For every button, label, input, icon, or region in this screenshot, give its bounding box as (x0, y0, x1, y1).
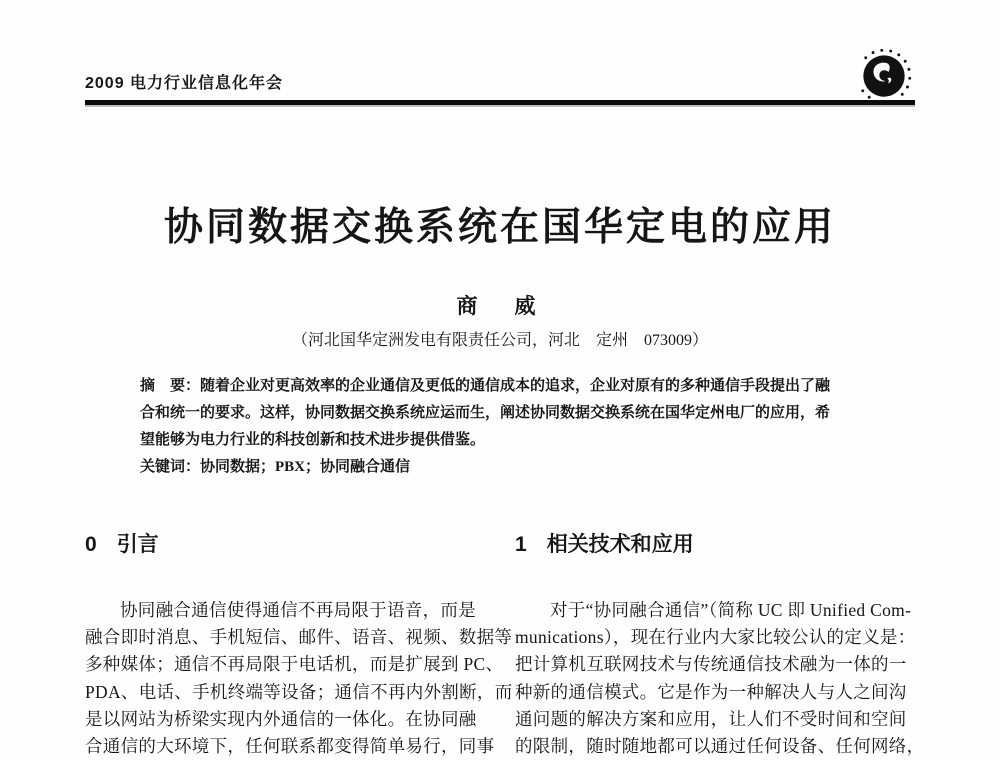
body-line: 种新的通信模式。它是作为一种解决人与人之间沟 (515, 681, 907, 702)
author-name: 商 威 (456, 294, 544, 318)
abstract-line: 望能够为电力行业的科技创新和技术进步提供借鉴。 (140, 432, 486, 448)
section-title: 相关技术和应用 (546, 533, 694, 556)
abstract-line: 合和统一的要求。这样，协同数据交换系统应运而生，阐述协同数据交换系统在国华定州电厂的应用，希 (140, 405, 831, 421)
section-title: 引言 (116, 533, 159, 556)
abstract-line (140, 373, 880, 400)
section-number: 1 (515, 533, 527, 556)
body-line: munications），现在行业内大家比较公认的定义是： (515, 627, 916, 648)
journal-header: 2009 电力行业信息化年会 (85, 75, 284, 92)
keywords-label: 关键词： (140, 459, 201, 475)
author-affiliation: （河北国华定洲发电有限责任公司，河北 定州 073009） (291, 332, 708, 349)
section-heading-introduction (85, 531, 483, 559)
body-line: 对于“协同融合通信”（简称 UC 即 Unified Com- (550, 600, 912, 620)
keywords-text: 协同数据；PBX；协同融合通信 (200, 459, 411, 475)
body-line: 把计算机互联网技术与传统通信技术融为一体的一 (515, 654, 907, 675)
body-line: 是以网站为桥梁实现内外通信的一体化。在协同融 (85, 708, 477, 729)
body-line: 融合即时消息、手机短信、邮件、语音、视频、数据等 (85, 627, 513, 648)
abstract-label: 摘 要： (140, 378, 201, 394)
body-line: 通问题的解决方案和应用，让人们不受时间和空间 (515, 708, 907, 729)
header-rule (85, 100, 915, 105)
body-line: 协同融合通信使得通信不再局限于语音，而是 (120, 600, 476, 620)
body-line: PDA、电话、手机终端等设备；通信不再内外割断，而 (85, 681, 513, 702)
body-line: 合通信的大环境下，任何联系都变得简单易行，同事 (85, 736, 495, 757)
conference-seal-icon (853, 44, 915, 106)
left-column (85, 531, 513, 760)
section-heading-related-tech (515, 531, 913, 559)
section-number: 0 (85, 533, 97, 556)
body-line: 的限制，随时随地都可以通过任何设备、任何网络， (515, 736, 925, 757)
two-column-body (85, 531, 925, 760)
paper-title: 协同数据交换系统在国华定电的应用 (163, 206, 836, 249)
right-column (515, 531, 925, 760)
body-line: 多种媒体；通信不再局限于电话机，而是扩展到 PC、 (85, 654, 504, 675)
keywords-line (140, 454, 880, 481)
abstract-text: 随着企业对更高效率的企业通信及更低的通信成本的追求，企业对原有的多种通信手段提出了融 (200, 378, 831, 394)
abstract-block (140, 373, 880, 481)
